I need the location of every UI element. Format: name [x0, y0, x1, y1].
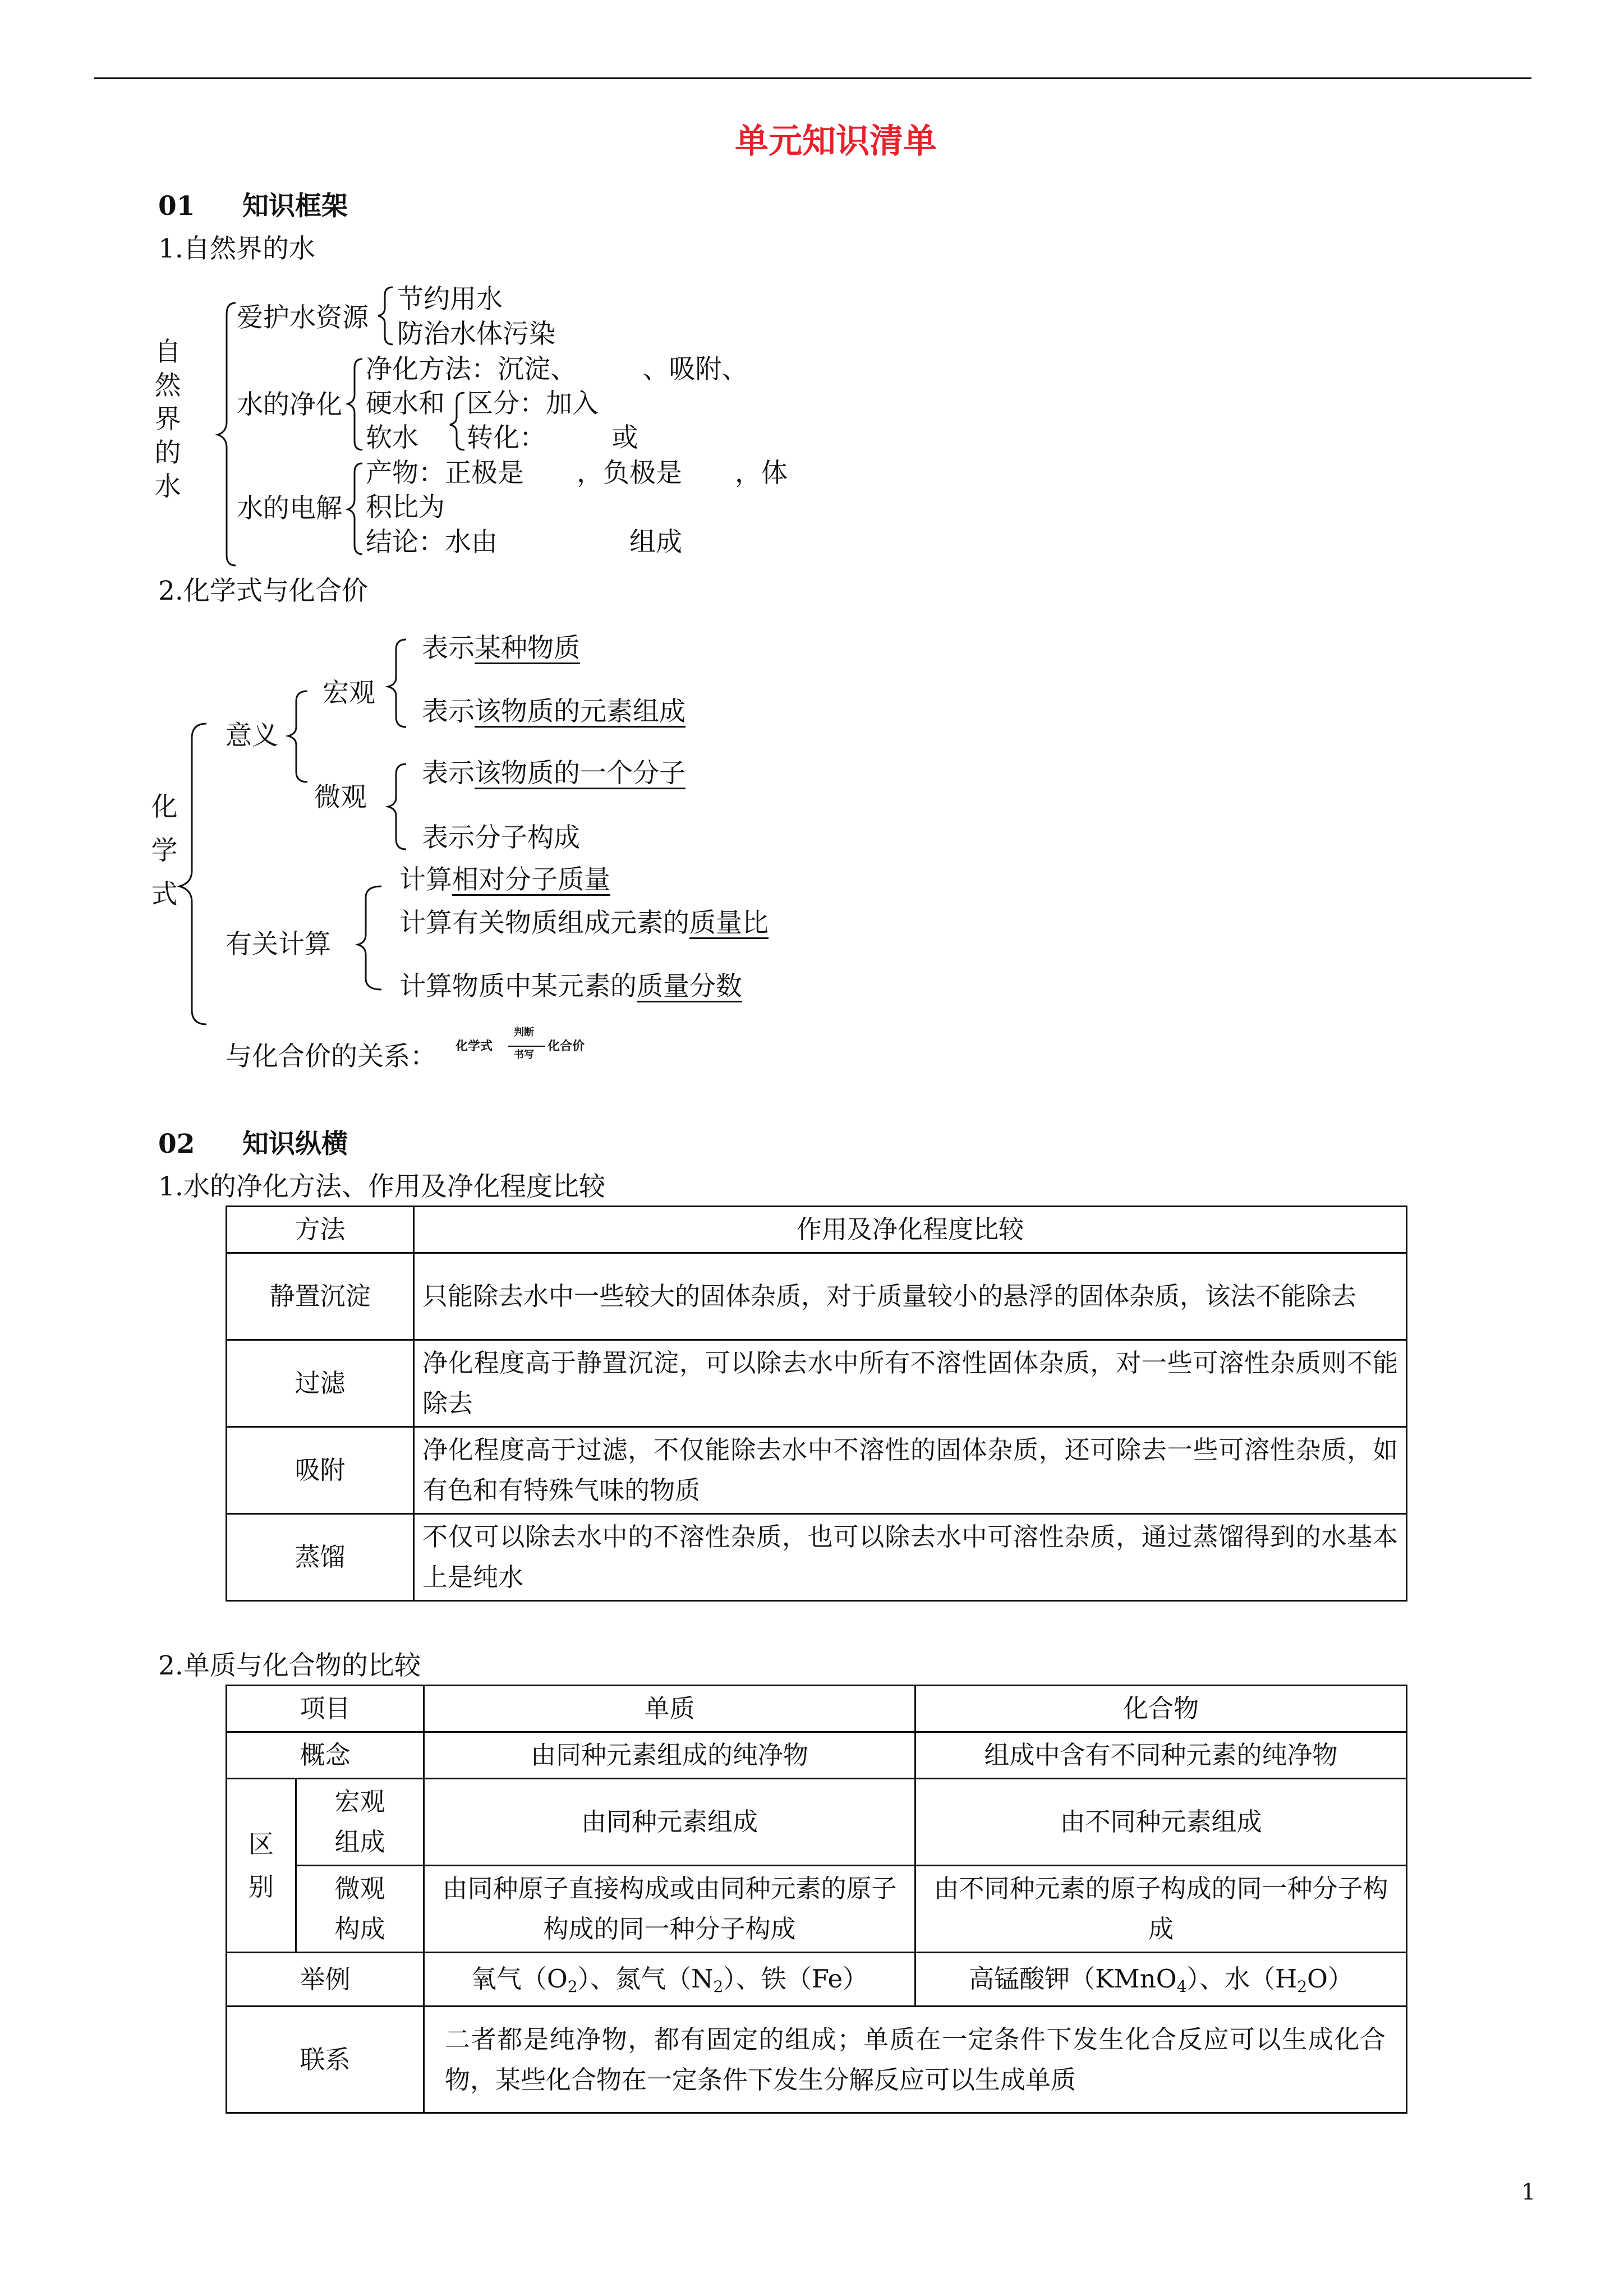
root-char: 界: [154, 404, 181, 435]
relation-cell: 二者都是纯净物，都有固定的组成；单质在一定条件下发生化合反应可以生成化合物，某些化合物在一定条件下发生分解反应可以生成单质: [424, 2007, 1407, 2113]
brace-water-root: [218, 303, 236, 565]
relation-valence: 化合价: [548, 1039, 585, 1053]
brace-meaning: [288, 691, 307, 782]
root-char: 的: [154, 438, 181, 468]
purify-label: 水的净化: [237, 389, 342, 420]
element-cell: 由同种元素组成: [424, 1779, 915, 1866]
brace-purify: [348, 359, 362, 450]
header-cell: 单质: [424, 1686, 915, 1732]
formula-heading: 2.化学式与化合价: [158, 576, 368, 606]
element-compound-table: [226, 1685, 1407, 2114]
root-char: 自: [154, 337, 181, 367]
subscript: 4: [1176, 1977, 1187, 1996]
table-header-row: [227, 1686, 1407, 1732]
subscript: 2: [1297, 1977, 1308, 1996]
relation-label: 与化合价的关系：: [226, 1041, 436, 1072]
relation-judge: 判断: [514, 1027, 534, 1038]
hard-water-label: 硬水和: [366, 388, 445, 419]
root-char: 式: [151, 879, 178, 910]
calc-label: 有关计算: [226, 929, 331, 960]
section-2-label: 知识纵横: [242, 1129, 348, 1159]
item-underlined: 相对分子质量: [452, 864, 610, 895]
root-char: 学: [151, 835, 178, 866]
table-row: [227, 1732, 1407, 1779]
compound-cell: 由不同种元素的原子构成的同一种分子构成: [915, 1866, 1407, 1953]
electrolysis-product: 产物：正极是 ，负极是 ，体: [366, 458, 788, 489]
macro-label: 宏观: [323, 678, 375, 708]
water-heading: 1.自然界的水: [158, 233, 315, 264]
table-row: [227, 1779, 1407, 1866]
element-cell: 由同种元素组成的纯净物: [424, 1732, 915, 1779]
description-cell: 不仅可以除去水中的不溶性杂质，也可以除去水中可溶性杂质，通过蒸馏得到的水基本上是纯水: [414, 1514, 1407, 1601]
table1-heading: 1.水的净化方法、作用及净化程度比较: [158, 1171, 605, 1202]
protect-item: 节约用水: [397, 284, 503, 315]
item-underlined: 某种物质: [475, 633, 580, 664]
electrolysis-conclusion: 结论：水由 组成: [366, 527, 682, 558]
example-text: 高锰酸钾（KMnO: [969, 1964, 1177, 1994]
compound-cell: 组成中含有不同种元素的纯净物: [915, 1732, 1407, 1779]
table-row: [227, 1253, 1407, 1340]
compound-example-cell: [915, 1953, 1407, 2007]
item-prefix: 表示: [422, 696, 475, 727]
method-cell: 静置沉淀: [227, 1253, 414, 1340]
item-prefix: 表示分子构成: [422, 822, 580, 853]
item-prefix: 计算物质中某元素的: [399, 971, 637, 1002]
page-title: 单元知识清单: [735, 122, 937, 161]
section-2-number: 02: [158, 1129, 195, 1159]
item-underlined: 该物质的一个分子: [475, 758, 686, 789]
example-text: ）、氮气（N: [577, 1964, 714, 1994]
distinguish-text: 区分：加入: [467, 388, 599, 419]
item-underlined: 质量比: [689, 908, 769, 938]
item-underlined: 质量分数: [637, 971, 742, 1002]
purification-table: [226, 1205, 1407, 1602]
page-number: 1: [1521, 2179, 1536, 2205]
section-1-label: 知识框架: [242, 191, 348, 222]
root-char: 化: [151, 792, 178, 822]
section-1-number: 01: [158, 191, 195, 222]
description-cell: 净化程度高于静置沉淀，可以除去水中所有不溶性固体杂质，对一些可溶性杂质则不能除去: [414, 1340, 1407, 1427]
item-prefix: 表示: [422, 633, 475, 664]
brace-protect: [378, 287, 393, 344]
sub-label-cell: [296, 1779, 424, 1866]
example-text: O）: [1307, 1964, 1353, 1994]
method-cell: 过滤: [227, 1340, 414, 1427]
element-example-cell: [424, 1953, 915, 2007]
diff-label-text: 区别: [248, 1829, 274, 1902]
electrolysis-label: 水的电解: [237, 493, 342, 524]
brace-electrolysis: [348, 463, 362, 554]
table-row: [227, 1427, 1407, 1514]
table-row: [227, 2007, 1407, 2113]
brace-micro: [388, 764, 406, 849]
brace-calc: [358, 886, 381, 990]
protect-item: 防治水体污染: [397, 319, 555, 349]
element-cell: 由同种原子直接构成或由同种元素的原子构成的同一种分子构成: [424, 1866, 915, 1953]
brace-formula-root: [180, 724, 206, 1024]
item-prefix: 计算有关物质组成元素的: [399, 908, 689, 938]
brace-hard-soft: [450, 393, 464, 450]
purify-methods: 净化方法：沉淀、 、吸附、: [366, 354, 748, 385]
diff-label-cell: [227, 1779, 296, 1953]
subscript: 2: [713, 1977, 724, 1996]
method-cell: 吸附: [227, 1427, 414, 1514]
root-char: 然: [154, 370, 181, 401]
table-header-row: [227, 1207, 1407, 1253]
electrolysis-ratio: 积比为: [366, 492, 445, 523]
convert-text: 转化： 或: [467, 422, 638, 453]
example-text: 氧气（O: [471, 1964, 568, 1994]
item-underlined: 该物质的元素组成: [475, 696, 686, 727]
description-cell: 只能除去水中一些较大的固体杂质，对于质量较小的悬浮的固体杂质，该法不能除去: [414, 1253, 1407, 1340]
row-label-cell: 联系: [227, 2007, 424, 2113]
table-row: [227, 1340, 1407, 1427]
header-cell: 项目: [227, 1686, 424, 1732]
table-row: [227, 1866, 1407, 1953]
header-cell: 方法: [227, 1207, 414, 1253]
sub-label-text: 宏观组成: [334, 1787, 385, 1857]
sub-label-text: 微观构成: [334, 1874, 385, 1944]
example-text: ）、水（H: [1186, 1964, 1298, 1994]
row-label-cell: 概念: [227, 1732, 424, 1779]
example-text: ）、铁（Fe）: [723, 1964, 868, 1994]
relation-write: 书写: [514, 1049, 534, 1061]
description-cell: 净化程度高于过滤，不仅能除去水中不溶性的固体杂质，还可除去一些可溶性杂质，如有色和有特殊气味的物质: [414, 1427, 1407, 1514]
brace-macro: [388, 639, 406, 727]
row-label-cell: 举例: [227, 1953, 424, 2007]
table-row: [227, 1514, 1407, 1601]
root-char: 水: [154, 471, 181, 502]
item-prefix: 计算: [399, 864, 452, 895]
header-cell: 化合物: [915, 1686, 1407, 1732]
meaning-label: 意义: [226, 720, 278, 751]
subscript: 2: [567, 1977, 578, 1996]
table2-heading: 2.单质与化合物的比较: [158, 1650, 421, 1681]
table-row: [227, 1953, 1407, 2007]
item-prefix: 表示: [422, 758, 475, 789]
sub-label-cell: [296, 1866, 424, 1953]
micro-label: 微观: [314, 782, 367, 813]
relation-formula: 化学式: [456, 1039, 493, 1053]
soft-water-label: 软水: [366, 422, 418, 453]
compound-cell: 由不同种元素组成: [915, 1779, 1407, 1866]
protect-label: 爱护水资源: [237, 302, 369, 333]
header-cell: 作用及净化程度比较: [414, 1207, 1407, 1253]
method-cell: 蒸馏: [227, 1514, 414, 1601]
